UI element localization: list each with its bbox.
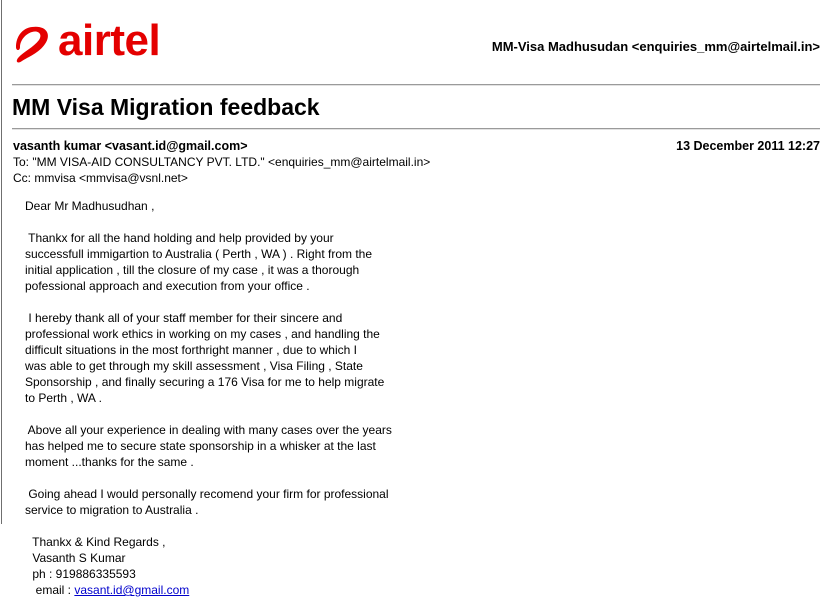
signature-name: Vasanth S Kumar	[29, 551, 126, 565]
airtel-swirl-icon	[12, 24, 54, 66]
print-header	[12, 16, 820, 72]
body-line: was able to get through my skill assessment , Visa Filing , State	[25, 359, 363, 373]
message-body	[25, 198, 392, 598]
greeting: Dear Mr Madhusudhan ,	[25, 199, 155, 213]
signature-phone: ph : 919886335593	[29, 567, 136, 581]
recipient-cc: Cc: mmvisa <mmvisa@vsnl.net>	[13, 171, 188, 185]
message-meta	[13, 138, 820, 186]
body-line: has helped me to secure state sponsorship in a whisker at the last	[25, 439, 376, 453]
body-line: Going ahead I would personally recomend your firm for professional	[25, 487, 389, 501]
message-date: 13 December 2011 12:27	[676, 139, 820, 153]
body-line: pofessional approach and execution from your office .	[25, 279, 310, 293]
account-identity: MM-Visa Madhusudan <enquiries_mm@airtelmail.in>	[491, 39, 820, 54]
left-border	[1, 0, 2, 524]
airtel-logo	[12, 16, 172, 70]
header-divider	[12, 84, 820, 86]
body-line: successfull immigartion to Australia ( Perth , WA ) . Right from the	[25, 247, 373, 261]
signature-email-label: email :	[29, 583, 75, 597]
body-line: moment ...thanks for the same .	[25, 455, 194, 469]
sender: vasanth kumar <vasant.id@gmail.com>	[13, 139, 248, 153]
message-subject: MM Visa Migration feedback	[12, 94, 320, 120]
subject-divider	[12, 128, 820, 130]
signature-email-link[interactable]: vasant.id@gmail.com	[74, 583, 190, 597]
body-line: Sponsorship , and finally securing a 176 Visa for me to help migrate	[25, 375, 385, 389]
airtel-wordmark: airtel	[58, 16, 161, 65]
body-line: Thankx for all the hand holding and help provided by your	[25, 231, 334, 245]
body-line: initial application , till the closure of my case , it was a thorough	[25, 263, 360, 277]
body-line: Above all your experience in dealing with many cases over the years	[25, 423, 392, 437]
recipient-to: To: "MM VISA-AID CONSULTANCY PVT. LTD." <enquiries_mm@airtelmail.in>	[13, 155, 431, 169]
body-line: service to migration to Australia .	[25, 503, 199, 517]
signature-email-row	[25, 582, 392, 598]
body-line: to Perth , WA .	[25, 391, 102, 405]
signature-closing: Thankx & Kind Regards ,	[29, 535, 166, 549]
body-line: difficult situations in the most forthright manner , due to which I	[25, 343, 357, 357]
body-line: professional work ethics in working on my cases , and handling the	[25, 327, 380, 341]
body-line: I hereby thank all of your staff member for their sincere and	[25, 311, 343, 325]
